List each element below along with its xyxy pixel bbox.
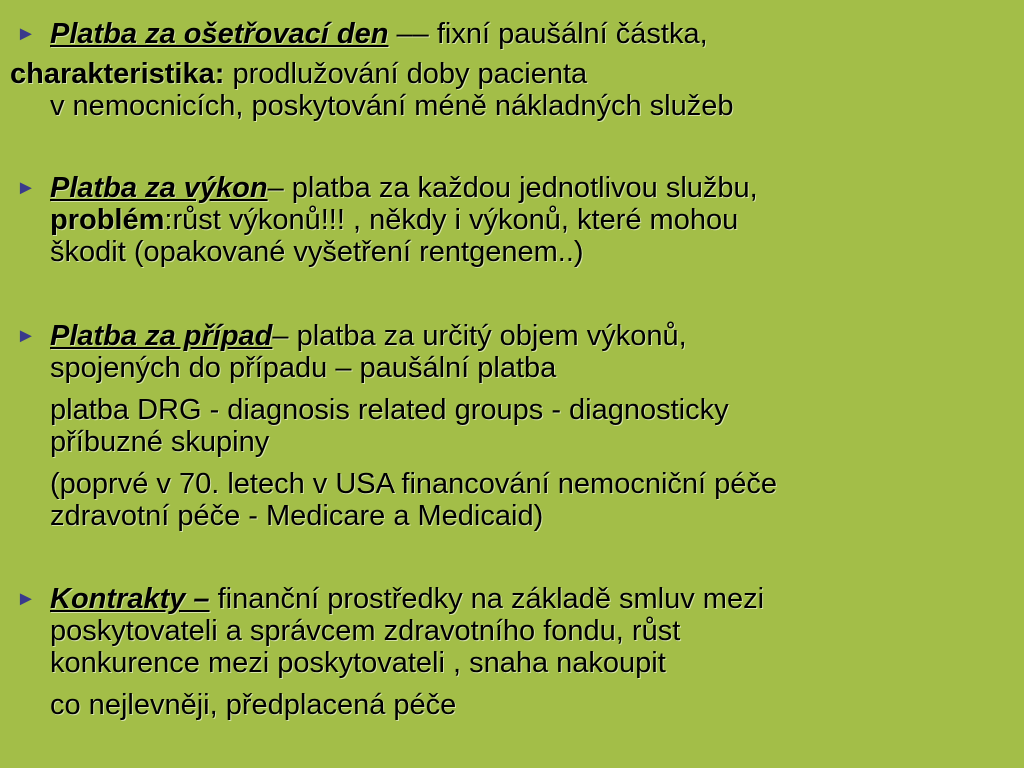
- item-2-key: Platba za výkon: [50, 172, 268, 204]
- bullet-icon: ►: [16, 23, 36, 45]
- item-4-line-2: poskytovateli a správcem zdravotního fondu, růst: [50, 615, 681, 647]
- item-3-line-3: platba DRG - diagnosis related groups - diagnosticky: [50, 394, 729, 426]
- bullet-icon: ►: [16, 588, 36, 610]
- item-1-line-3: v nemocnicích, poskytování méně nákladných služeb: [50, 90, 734, 122]
- item-1-line-1: [50, 18, 708, 50]
- item-2-line-1: [50, 172, 758, 204]
- item-2-line-3: škodit (opakované vyšetření rentgenem..): [50, 236, 584, 268]
- bullet-icon: ►: [16, 325, 36, 347]
- item-2-label: problém: [50, 204, 165, 236]
- item-4-line-1: [50, 583, 764, 615]
- item-2-rest: – platba za každou jednotlivou službu,: [267, 172, 758, 204]
- item-3-line-4: příbuzné skupiny: [50, 426, 270, 458]
- item-4-rest: finanční prostředky na základě smluv mezi: [209, 583, 765, 615]
- item-3-key: Platba za případ: [50, 320, 273, 352]
- item-3-line-1: [50, 320, 687, 352]
- item-3-rest: – platba za určitý objem výkonů,: [272, 320, 687, 352]
- item-1-rest: –– fixní paušální částka,: [388, 18, 708, 50]
- item-1-key: Platba za ošetřovací den: [50, 18, 389, 50]
- item-3-line-2: spojených do případu – paušální platba: [50, 352, 557, 384]
- bullet-icon: ►: [16, 177, 36, 199]
- item-4-key: Kontrakty –: [50, 583, 210, 615]
- item-2-line-2-text: :růst výkonů!!! , někdy i výkonů, které mohou: [164, 204, 739, 236]
- item-1-line-2: [10, 58, 587, 90]
- item-2-line-2: [50, 204, 738, 236]
- item-1-line-2-text: prodlužování doby pacienta: [224, 58, 588, 90]
- item-4-line-3: konkurence mezi poskytovateli , snaha nakoupit: [50, 647, 666, 679]
- item-3-line-6: zdravotní péče - Medicare a Medicaid): [50, 500, 544, 532]
- item-4-line-4: co nejlevněji, předplacená péče: [50, 689, 457, 721]
- item-1-label: charakteristika:: [10, 58, 225, 90]
- item-3-line-5: (poprvé v 70. letech v USA financování nemocniční péče: [50, 468, 778, 500]
